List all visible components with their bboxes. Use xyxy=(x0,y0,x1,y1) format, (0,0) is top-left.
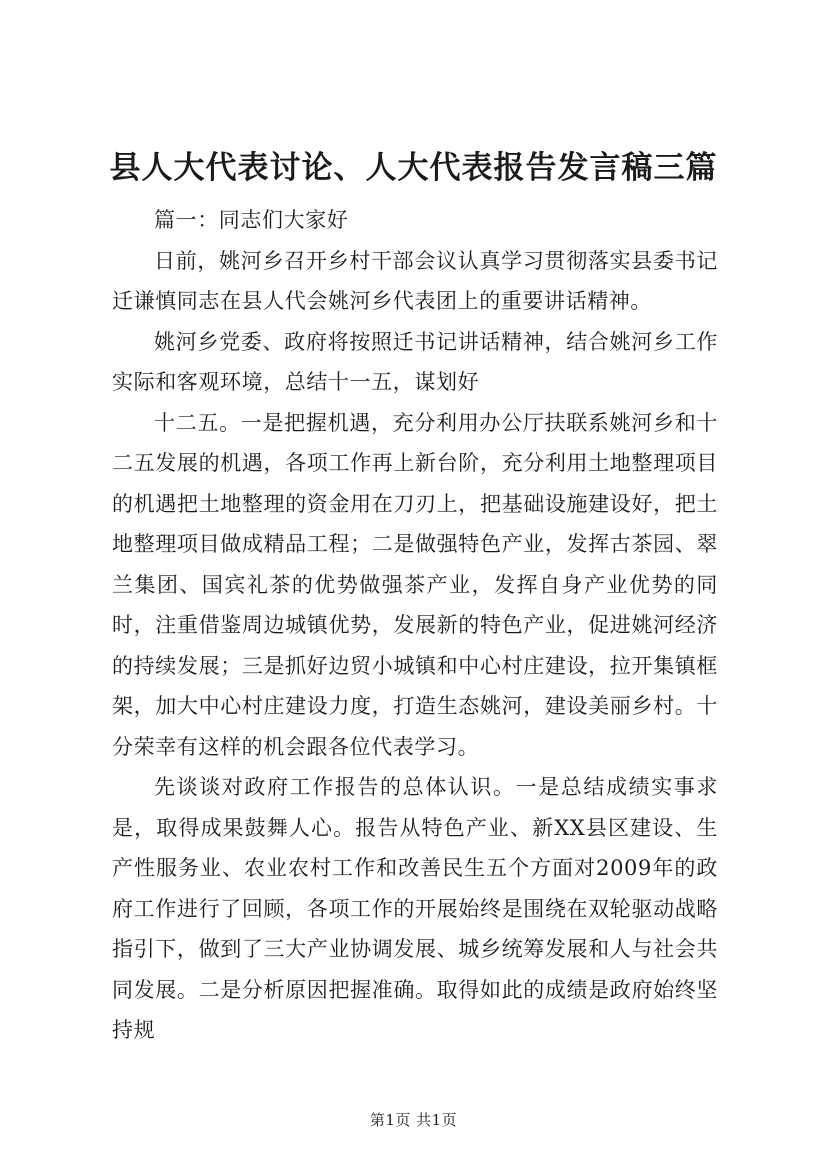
document-title: 县人大代表讨论、人大代表报告发言稿三篇 xyxy=(109,150,718,186)
paragraph-twelfth-five: 十二五。一是把握机遇，充分利用办公厅扶联系姚河乡和十二五发展的机遇，各项工作再上新台阶，充分利用土地整理项目的机遇把土地整理的资金用在刀刃上，把基础设施建设好，把土地整理项目做成精品工程；二是做强特色产业，发挥古茶园、翠兰集团、国宾礼茶的优势做强茶产业，发挥自身产业优势的同时，注重借鉴周边城镇优势，发展新的特色产业，促进姚河经济的持续发展；三是抓好边贸小城镇和中心村庄建设，拉开集镇框架，加大中心村庄建设力度，打造生态姚河，建设美丽乡村。十分荣幸有这样的机会跟各位代表学习。 xyxy=(112,410,718,759)
paragraph-report-review: 先谈谈对政府工作报告的总体认识。一是总结成绩实事求是，取得成果鼓舞人心。报告从特色产业、新XX县区建设、生产性服务业、农业农村工作和改善民生五个方面对2009年的政府工作进行了回顾，各项工作的开展始终是围绕在双轮驱动战略指引下，做到了三大产业协调发展、城乡统筹发展和人与社会共同发展。二是分析原因把握准确。取得如此的成绩是政府始终坚持规 xyxy=(112,775,718,1042)
paragraph-section-heading: 篇一：同志们大家好 xyxy=(154,208,349,232)
paragraph-meeting: 日前，姚河乡召开乡村干部会议认真学习贯彻落实县委书记迁谦慎同志在县人代会姚河乡代表团上的重要讲话精神。 xyxy=(112,248,718,313)
page-number-footer: 第1页 共1页 xyxy=(369,1111,458,1129)
paragraph-plan: 姚河乡党委、政府将按照迁书记讲话精神，结合姚河乡工作实际和客观环境，总结十一五，谋划好 xyxy=(112,329,718,394)
document-body xyxy=(112,200,718,1051)
